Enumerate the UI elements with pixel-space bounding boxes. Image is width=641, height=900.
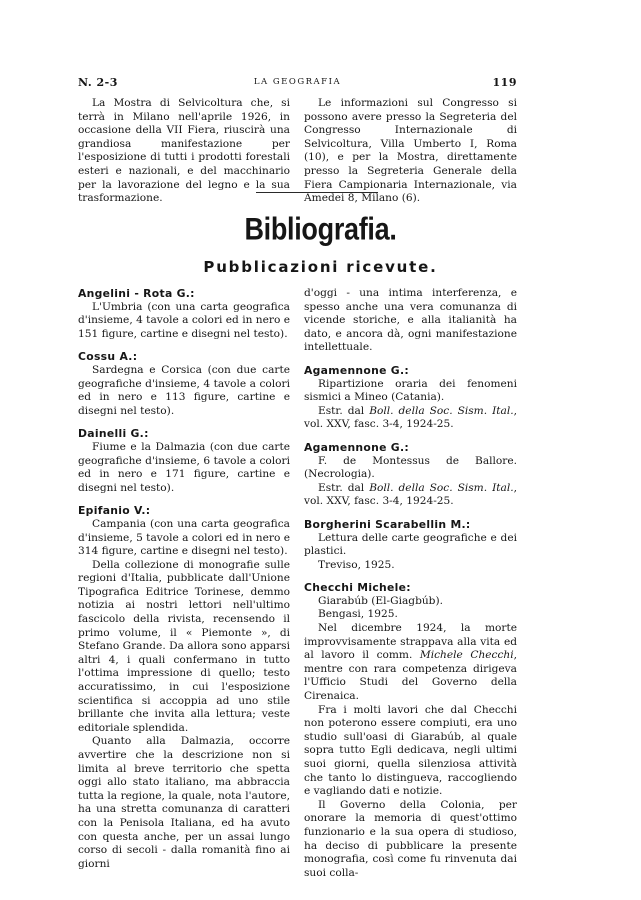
entry-text: L'Umbria (con una carta geografica d'insieme, 4 tavole a colori ed in nero e 151 figure, cartine e disegni nel testo). bbox=[78, 300, 290, 340]
entry-author: Epifanio V.: bbox=[78, 504, 151, 518]
section-subtitle: Pubblicazioni ricevute. bbox=[203, 258, 438, 276]
entry-author: Agamennone G.: bbox=[304, 363, 409, 377]
entry-author: Borgherini Scarabellin M.: bbox=[304, 517, 471, 531]
continuation-paragraph: d'oggi - una intima interferenza, e spesso anche una vera comunanza di vicende storiche, e alla italianità ha dato, e ancora dà, ogni manifestazione intellettuale. bbox=[304, 287, 517, 354]
page-number: 119 bbox=[492, 76, 517, 89]
entry-extract: Estr. dal Boll. della Soc. Sism. Ital., vol. XXV, fasc. 3-4, 1924-25. bbox=[304, 404, 517, 431]
entry-agamennone-2 bbox=[304, 441, 517, 509]
intro-left-paragraph: La Mostra di Selvicoltura che, si terrà in Milano nell'aprile 1926, in occasione della VII Fiera, riuscirà una grandiosa manifestazione per l'esposizione di tutti i prodotti forestali esteri e nazionali, e del macchinario per la lavorazione del legno e la sua trasformazione. bbox=[78, 97, 290, 205]
entry-text: Giarabúb (El-Giagbúb). bbox=[318, 594, 443, 607]
entry-cossu bbox=[78, 350, 290, 418]
running-header bbox=[78, 76, 517, 90]
review-paragraph: Quanto alla Dalmazia, occorre avvertire che la descrizione non si limita al breve territorio che spetta oggi allo stato italiano, ma abbraccia tutta la regione, la quale, nota l'autore, ha una stretta comunanza di caratteri con la Penisola Italiana, ed ha avuto con questa anche, per un assai lungo corso di secoli - dalla romanità fino ai giorni bbox=[78, 735, 290, 870]
issue-number: N. 2-3 bbox=[78, 76, 118, 89]
entry-author: Dainelli G.: bbox=[78, 427, 149, 441]
entry-author: Cossu A.: bbox=[78, 350, 138, 364]
entry-angelini bbox=[78, 287, 290, 341]
intro-left-column bbox=[78, 97, 290, 206]
entry-borgherini bbox=[304, 518, 517, 572]
review-paragraph: Della collezione di monografie sulle regioni d'Italia, pubblicate dall'Unione Tipografica Editrice Torinese, demmo notizia ai nostri lettori nell'ultimo fascicolo della rivista, recensendo il primo volume, il « Piemonte », di Stefano Grande. Da allora sono apparsi altri 4, i quali confermano in tutto l'ottima impressione di quello; testo accuratissimo, in cui l'esposizione scientifica si accoppia ad uno stile brillante che invita alla lettura; veste editoriale splendida. bbox=[78, 558, 290, 734]
section-title: Bibliografia. bbox=[244, 211, 397, 247]
entry-text: F. de Montessus de Ballore. (Necrologia). bbox=[304, 454, 517, 481]
entry-text: Lettura delle carte geografiche e dei plastici. bbox=[304, 531, 517, 558]
section-divider bbox=[256, 192, 378, 193]
entry-extract: Estr. dal Boll. della Soc. Sism. Ital., vol. XXV, fasc. 3-4, 1924-25. bbox=[304, 481, 517, 508]
entry-text: Ripartizione oraria dei fenomeni sismici a Mineo (Catania). bbox=[304, 377, 517, 404]
entry-text: Sardegna e Corsica (con due carte geografiche d'insieme, 4 tavole a colori ed in nero e 113 figure, cartine e disegni nel testo). bbox=[78, 363, 290, 417]
entry-epifanio bbox=[78, 504, 290, 871]
intro-right-column bbox=[304, 97, 517, 206]
entry-dainelli bbox=[78, 427, 290, 495]
entry-place: Treviso, 1925. bbox=[318, 558, 395, 571]
journal-title: LA GEOGRAFIA bbox=[253, 77, 342, 87]
entry-author: Agamennone G.: bbox=[304, 440, 409, 454]
entry-text: Campania (con una carta geografica d'insieme, 5 tavole a colori ed in nero e 314 figure, cartine e disegni nel testo). bbox=[78, 517, 290, 558]
bibliography-right-column bbox=[304, 287, 517, 880]
intro-right-paragraph: Le informazioni sul Congresso si possono avere presso la Segreteria del Congresso Internazionale di Selvicoltura, Villa Umberto I, Roma (10), e per la Mostra, direttamente presso la Segreteria Generale della Fiera Campionaria Internazionale, via Amedei 8, Milano (6). bbox=[304, 97, 517, 205]
review-paragraph: Nel dicembre 1924, la morte improvvisamente strappava alla vita ed al lavoro il comm. Michele Checchi, mentre con rara competenza dirigeva l'Ufficio Studi del Governo della Cirenaica. bbox=[304, 622, 517, 703]
entry-text: Fiume e la Dalmazia (con due carte geografiche d'insieme, 6 tavole a colori ed in nero e 171 figure, cartine e disegni nel testo). bbox=[78, 440, 290, 494]
entry-author: Checchi Michele: bbox=[304, 581, 411, 595]
entry-place: Bengasi, 1925. bbox=[318, 608, 398, 621]
entry-author: Angelini - Rota G.: bbox=[78, 287, 195, 300]
review-paragraph: Fra i molti lavori che dal Checchi non poterono essere compiuti, era uno studio sull'oasi di Giarabúb, al quale sopra tutto Egli dedicava, negli ultimi suoi giorni, quella silenziosa attività che tanto lo distingueva, raccogliendo e vagliando dati e notizie. bbox=[304, 703, 517, 798]
bibliography-left-column bbox=[78, 287, 290, 871]
entry-agamennone-1 bbox=[304, 364, 517, 432]
entry-checchi bbox=[304, 581, 517, 880]
review-paragraph: Il Governo della Colonia, per onorare la memoria di quest'ottimo funzionario e la sua opera di studioso, ha deciso di pubblicare la presente monografia, così come fu rinvenuta dai suoi colla- bbox=[304, 798, 517, 879]
